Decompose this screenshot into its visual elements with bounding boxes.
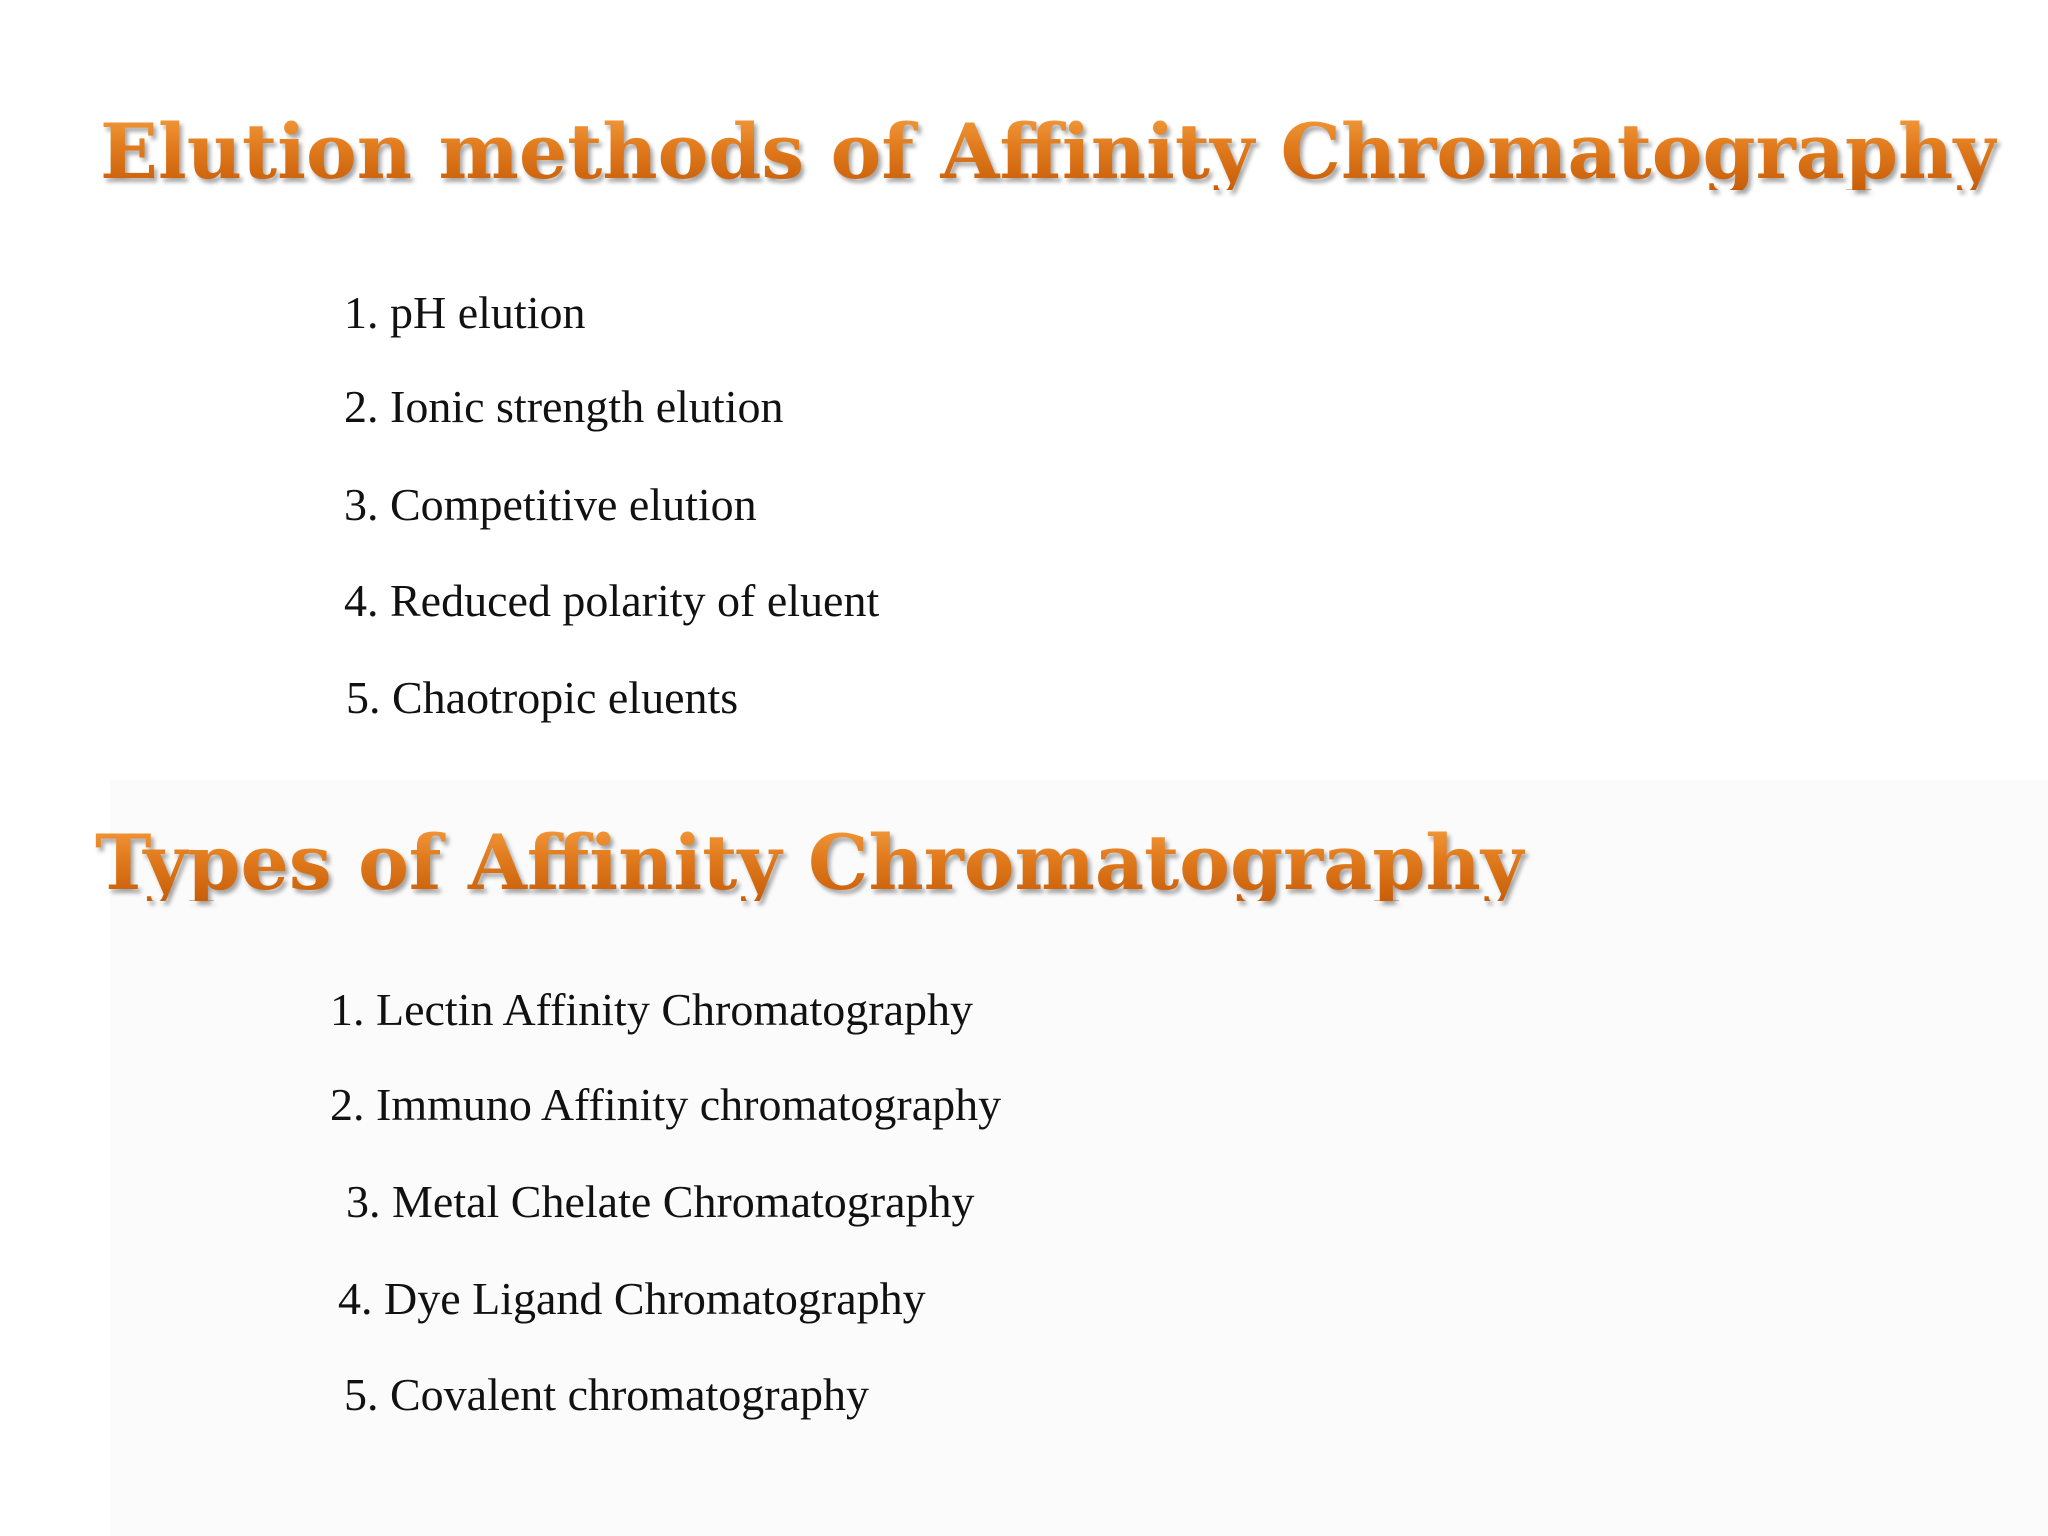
types-heading: Types of Affinity Chromatography [95, 818, 1525, 907]
type-item: 3. Metal Chelate Chromatography [346, 1176, 975, 1227]
elution-methods-heading: Elution methods of Affinity Chromatography [100, 107, 1998, 196]
elution-method-item: 5. Chaotropic eluents [346, 672, 739, 723]
elution-method-item: 4. Reduced polarity of eluent [344, 575, 880, 626]
type-item: 5. Covalent chromatography [344, 1369, 870, 1420]
elution-method-item: 2. Ionic strength elution [344, 381, 784, 432]
elution-method-item: 1. pH elution [344, 287, 586, 338]
type-item: 2. Immuno Affinity chromatography [330, 1079, 1002, 1130]
type-item: 1. Lectin Affinity Chromatography [330, 984, 974, 1035]
elution-method-item: 3. Competitive elution [344, 479, 757, 530]
type-item: 4. Dye Ligand Chromatography [338, 1273, 926, 1324]
